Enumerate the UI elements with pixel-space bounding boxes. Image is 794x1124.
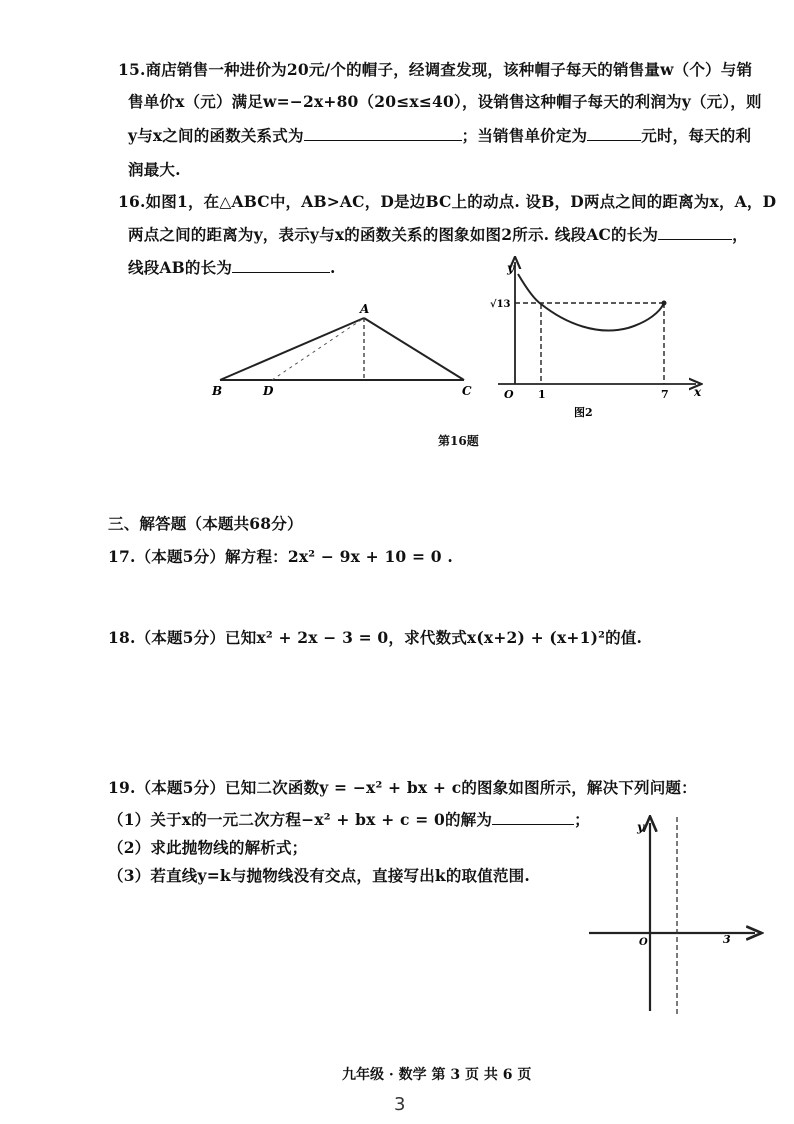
- q15-text-3b: ；当销售单价定为: [461, 126, 588, 145]
- q19-part-1: [108, 808, 590, 830]
- label-c: C: [462, 384, 472, 398]
- q19-stem: 19.（本题5分）已知二次函数y = −x² + bx + c的图象如图所示，解决下列问题：: [108, 778, 697, 797]
- y-tick-sqrt13: √13: [490, 299, 511, 310]
- q19-x-tick-3: 3: [723, 933, 731, 946]
- q19-y-label: y: [637, 820, 644, 834]
- segment-ab: [220, 318, 364, 380]
- x-axis-label: x: [694, 385, 702, 399]
- q16-figure-1-triangle: [200, 300, 490, 415]
- page-footer: 九年级 · 数学 第 3 页 共 6 页: [342, 1067, 532, 1083]
- q16-line-1: 16.如图1，在△ABC中，AB>AC，D是边BC上的动点. 设B，D两点之间的距离为x，A，D: [118, 192, 777, 211]
- q19-part-2: （2）求此抛物线的解析式；: [108, 838, 308, 857]
- q15-line-1: 15.商店销售一种进价为20元/个的帽子，经调查发现，该种帽子每天的销售量w（个）与销: [118, 60, 753, 79]
- segment-ad-dashed: [272, 318, 364, 380]
- q15-text-3c: 元时，每天的利: [641, 126, 752, 145]
- q16-line-2: [128, 223, 748, 245]
- q19-part-3: （3）若直线y=k与抛物线没有交点，直接写出k的取值范围.: [108, 866, 530, 885]
- q15-answer-blank-2[interactable]: [587, 126, 641, 141]
- label-d: D: [263, 384, 274, 398]
- q16-text-3a: 线段AB的长为: [128, 258, 233, 277]
- q16-figure-2-graph: [488, 256, 708, 426]
- q17-text: 17.（本题5分）解方程：2x² − 9x + 10 = 0 .: [108, 547, 453, 566]
- x-tick-1: 1: [538, 388, 546, 401]
- q16-answer-blank-ac[interactable]: [658, 225, 732, 240]
- q15-answer-blank-1[interactable]: [304, 126, 462, 141]
- function-curve: [518, 274, 664, 331]
- q19-graph: [585, 815, 765, 1015]
- q18-text: 18.（本题5分）已知x² + 2x − 3 = 0，求代数式x(x+2) + (x+1)²的值.: [108, 628, 643, 647]
- q16-text-2b: ，: [732, 225, 748, 244]
- segment-ac: [364, 318, 464, 380]
- q16-answer-blank-ab[interactable]: [232, 258, 330, 273]
- section-3-title: 三、解答题（本题共68分）: [108, 514, 303, 533]
- q15-text-3a: y与x之间的函数关系式为: [128, 126, 304, 145]
- q19-answer-blank[interactable]: [492, 810, 574, 825]
- label-a: A: [360, 302, 370, 316]
- q15-line-2: 售单价x（元）满足w=−2x+80（20≤x≤40），设销售这种帽子每天的利润为y（元），则: [128, 92, 762, 111]
- q15-line-4: 润最大.: [128, 160, 181, 179]
- q16-text-2a: 两点之间的距离为y，表示y与x的函数关系的图象如图2所示. 线段AC的长为: [128, 225, 659, 244]
- q16-text-3b: .: [330, 258, 336, 277]
- q19-part-1-text: （1）关于x的一元二次方程−x² + bx + c = 0的解为: [108, 810, 493, 829]
- q16-caption: 第16题: [438, 434, 479, 448]
- q19-part-1-end: ；: [574, 810, 590, 829]
- label-b: B: [212, 384, 223, 398]
- q15-line-3: [128, 124, 751, 146]
- x-tick-7: 7: [661, 388, 669, 401]
- curve-endpoint: [662, 301, 667, 306]
- q16-line-3: [128, 256, 336, 278]
- page-number: 3: [394, 1094, 406, 1115]
- origin-label: O: [504, 388, 514, 401]
- figure-2-caption: 图2: [574, 406, 593, 419]
- y-axis-label: y: [507, 261, 514, 275]
- q19-origin-label: O: [639, 937, 648, 948]
